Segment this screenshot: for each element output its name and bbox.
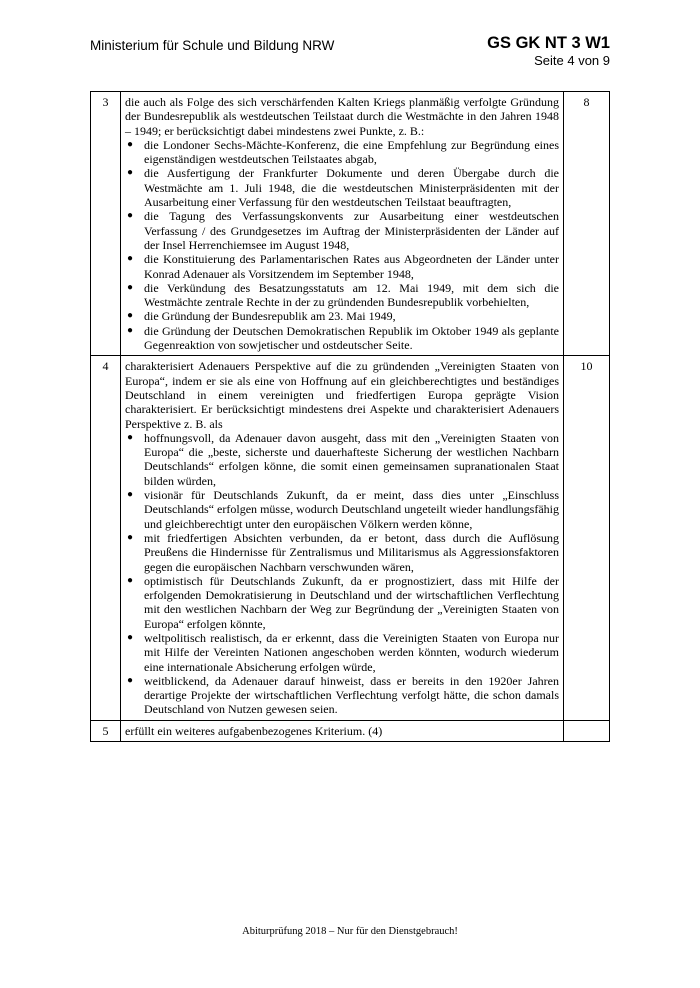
list-item-text: weltpolitisch realistisch, da er erkennt, dass die Vereinigten Staaten von Europa nur mit Hilfe der Vereinten Nationen angeschoben werden könnten, wodurch wiederum eine internationale Absicherung erfolgen würde,	[144, 630, 559, 674]
list-item-text: hoffnungsvoll, da Adenauer davon ausgeht, dass mit den „Vereinigten Staaten von Europa“ die „beste, sicherste und dauerhafteste Sicherung der westlichen Nachbarn Deutschlands“ erfolgen könne, die somit einen gemeinsamen supranationalen Staat bilden würden,	[144, 430, 559, 488]
bullet-icon: ●	[127, 310, 134, 322]
bullet-icon: ●	[127, 167, 134, 179]
list-item	[125, 309, 559, 323]
list-item	[125, 674, 559, 717]
criterion-text-cell	[121, 720, 564, 741]
criteria-row	[91, 720, 610, 741]
list-item	[125, 252, 559, 281]
list-item-text: visionär für Deutschlands Zukunft, da er meint, dass dies unter „Einschluss Deutschlands“ erfolgen müsse, wodurch Deutschland ungeteilt wieder handlungsfähig und gleichberechtigt unter den europäischen Völkern werden könne,	[144, 488, 559, 531]
list-item-text: weitblickend, da Adenauer darauf hinweist, dass er bereits in den 1920er Jahren derartige Projekte der wirtschaftlichen Verflechtung verfolgt hätte, die schon damals Deutschland von Nutzen gewesen seien.	[144, 673, 559, 717]
list-item-text: die Gründung der Bundesrepublik am 23. Mai 1949,	[144, 309, 396, 324]
bullet-icon: ●	[127, 138, 134, 150]
list-item-text: die Konstituierung des Parlamentarischen Rates aus Abgeordneten der Länder unter Konrad Adenauer als Vorsitzendem im September 1948,	[144, 252, 559, 281]
criteria-row	[91, 356, 610, 720]
bullet-icon: ●	[127, 431, 134, 443]
criterion-number: 5	[91, 720, 121, 741]
criterion-text-cell	[121, 356, 564, 720]
list-item-text: die Londoner Sechs-Mächte-Konferenz, die eine Empfehlung zur Begründung eines eigenständigen westdeutschen Teilstaates abgab,	[144, 137, 559, 167]
list-item	[125, 531, 559, 574]
footer-note: Abiturprüfung 2018 – Nur für den Dienstgebrauch!	[242, 926, 458, 937]
list-item	[125, 138, 559, 167]
criterion-intro: erfüllt ein weiteres aufgabenbezogenes Kriterium. (4)	[125, 723, 383, 738]
criterion-points: 8	[564, 92, 610, 356]
list-item-text: die Verkündung des Besatzungsstatuts am 12. Mai 1949, mit dem sich die Westmächte zentrale Rechte in der zu gründenden Bundesrepublik vorbehielten,	[144, 280, 559, 310]
criterion-intro: die auch als Folge des sich verschärfenden Kalten Kriegs planmäßig verfolgte Gründung der Bundesrepublik als westdeutschen Teilstaat durch die Westmächte in den Jahren 1948 – 1949; er berücksichtigt dabei mindestens zwei Punkte, z. B.:	[125, 95, 559, 138]
bullet-icon: ●	[127, 489, 134, 501]
exam-code: GS GK NT 3 W1	[487, 34, 610, 52]
bullet-icon: ●	[127, 324, 134, 336]
list-item	[125, 209, 559, 252]
criterion-number: 3	[91, 92, 121, 356]
list-item-text: die Tagung des Verfassungskonvents zur Ausarbeitung einer westdeutschen Verfassung / des Grundgesetzes im Auftrag der Ministerpräsidenten der Länder auf der Insel Herrenchiemsee im August 1948,	[144, 209, 559, 252]
bullet-icon: ●	[127, 574, 134, 586]
bullet-icon: ●	[127, 281, 134, 293]
list-item-text: optimistisch für Deutschlands Zukunft, da er prognostiziert, dass mit Hilfe der erfolgenden Demokratisierung in Deutschland und der wirtschaftlichen Verflechtung mit den westlichen Nachbarn der Weg zur Begründung der „Vereinigten Staaten von Europa“ erfolgen könnte,	[144, 573, 559, 631]
bullet-icon: ●	[127, 531, 134, 543]
criterion-intro: charakterisiert Adenauers Perspektive auf die zu gründenden „Vereinigten Staaten von Europa“, indem er sie als eine von Hoffnung auf ein gleichberechtigtes und beständiges Deutschland in einem vereinigten und friedfertigen Europa geprägte Vision charakterisiert. Er berücksichtigt mindestens drei Aspekte und charakterisiert Adenauers Perspektive z. B. als	[125, 359, 559, 431]
list-item-text: mit friedfertigen Absichten verbunden, da er betont, dass durch die Auflösung Preußens die Hindernisse für Zentralismus und Militarismus als Aggressionsfaktoren gegen die europäischen Nachbarn verschwunden wären,	[144, 530, 559, 574]
list-item-text: die Gründung der Deutschen Demokratischen Republik im Oktober 1949 als geplante Gegenreaktion von sowjetischer und ostdeutscher Seite.	[144, 323, 559, 353]
page-number: Seite 4 von 9	[534, 53, 610, 68]
criterion-list	[125, 138, 559, 352]
bullet-icon: ●	[127, 253, 134, 265]
list-item	[125, 631, 559, 674]
criterion-points: 10	[564, 356, 610, 720]
list-item	[125, 488, 559, 531]
bullet-icon: ●	[127, 210, 134, 222]
criterion-text-cell	[121, 92, 564, 356]
bullet-icon: ●	[127, 631, 134, 643]
criteria-table-body	[91, 92, 610, 742]
criterion-points	[564, 720, 610, 741]
criteria-table	[90, 91, 610, 742]
criterion-list	[125, 431, 559, 717]
list-item	[125, 431, 559, 488]
ministry-name: Ministerium für Schule und Bildung NRW	[90, 38, 335, 53]
list-item	[125, 281, 559, 310]
list-item	[125, 574, 559, 631]
list-item	[125, 324, 559, 353]
criterion-number: 4	[91, 356, 121, 720]
list-item	[125, 166, 559, 209]
list-item-text: die Ausfertigung der Frankfurter Dokumente und deren Übergabe durch die Westmächte am 1. Juli 1948, die die westdeutschen Ministerpräsidenten mit der Ausarbeitung einer Verfassung für den westdeutschen Teilstaat beauftragten,	[144, 166, 559, 210]
criteria-row	[91, 92, 610, 356]
bullet-icon: ●	[127, 674, 134, 686]
